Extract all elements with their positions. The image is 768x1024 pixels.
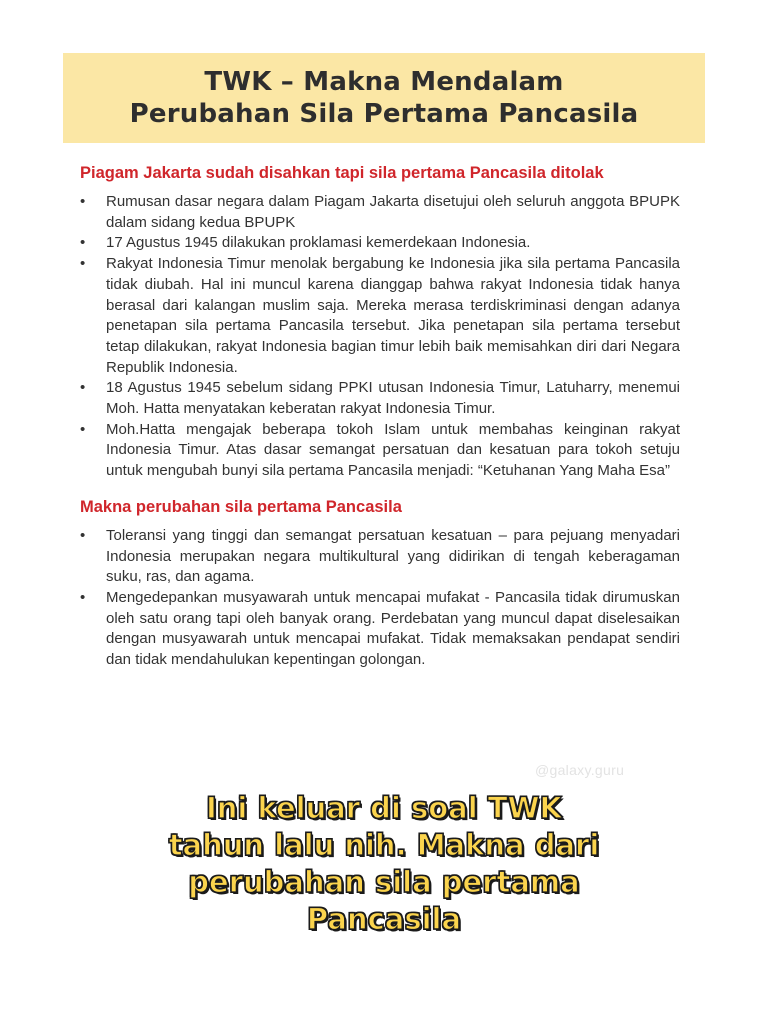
caption-line-4: Pancasila (306, 902, 462, 936)
section1-heading: Piagam Jakarta sudah disahkan tapi sila pertama Pancasila ditolak (80, 164, 604, 182)
list-item (80, 254, 680, 378)
section2-list (80, 526, 680, 671)
list-item (80, 588, 680, 671)
bullet-icon: • (80, 234, 86, 252)
title-line-2: Perubahan Sila Pertama Pancasila (129, 99, 639, 129)
bullet-icon: • (80, 588, 86, 606)
list-item-text: 18 Agustus 1945 sebelum sidang PPKI utusan Indonesia Timur, Latuharry, menemui Moh. Hatta menyatakan keberatan rakyat Indonesia Timur. (106, 379, 680, 418)
caption-line-2: tahun lalu nih. Makna dari (168, 828, 600, 862)
watermark-handle: @galaxy.guru (535, 762, 625, 778)
section1-list (80, 192, 680, 482)
list-item-text: Moh.Hatta mengajak beberapa tokoh Islam untuk membahas keinginan rakyat Indonesia Timur. Atas dasar semangat persatuan dan kesatuan para tokoh setuju untuk mengubah bunyi sila pertama Pancasila menjadi: “Ketuhanan Yang Maha Esa” (106, 420, 680, 480)
caption-line-3: perubahan sila pertama (188, 865, 580, 899)
bullet-icon: • (80, 526, 86, 544)
title-line-1: TWK – Makna Mendalam (204, 67, 564, 97)
list-item-text: 17 Agustus 1945 dilakukan proklamasi kemerdekaan Indonesia. (106, 234, 531, 252)
bullet-icon: • (80, 255, 86, 273)
list-item (80, 233, 680, 254)
list-item-text: Rakyat Indonesia Timur menolak bergabung ke Indonesia jika sila pertama Pancasila tidak diubah. Hal ini muncul karena dianggap bahwa rakyat Indonesia tidak hanya berasal dari kalangan muslim saja. Mereka merasa terdiskriminasi dengan adanya penetapan sila pertama Pancasila tersebut. Jika penetapan sila pertama tersebut tetap dilakukan, rakyat Indonesia bagian timur lebih baik memisahkan diri dari Negara Republik Indonesia. (106, 255, 680, 376)
bullet-icon: • (80, 420, 86, 438)
overlay-caption (84, 790, 684, 938)
list-item (80, 378, 680, 419)
list-item-text: Toleransi yang tinggi dan semangat persatuan kesatuan – para pejuang menyadari Indonesia merupakan negara multikultural yang didirikan di tengah keberagaman suku, ras, dan agama. (106, 526, 680, 586)
bullet-icon: • (80, 379, 86, 397)
list-item-text: Mengedepankan musyawarah untuk mencapai mufakat - Pancasila tidak dirumuskan oleh satu orang tapi oleh banyak orang. Perdebatan yang muncul dapat diselesaikan dengan musyawarah untuk mencapai mufakat. Tidak memaksakan pendapat sendiri dan tidak mendahulukan kepentingan golongan. (106, 588, 680, 669)
section2-heading: Makna perubahan sila pertama Pancasila (80, 497, 402, 516)
list-item (80, 192, 680, 233)
list-item (80, 526, 680, 588)
bullet-icon: • (80, 193, 86, 210)
article-body (80, 162, 680, 671)
list-item (80, 420, 680, 482)
title-banner (63, 53, 705, 143)
caption-line-1: Ini keluar di soal TWK (205, 791, 563, 825)
list-item-text: Rumusan dasar negara dalam Piagam Jakarta disetujui oleh seluruh anggota BPUPK dalam sidang kedua BPUPK (106, 193, 680, 231)
